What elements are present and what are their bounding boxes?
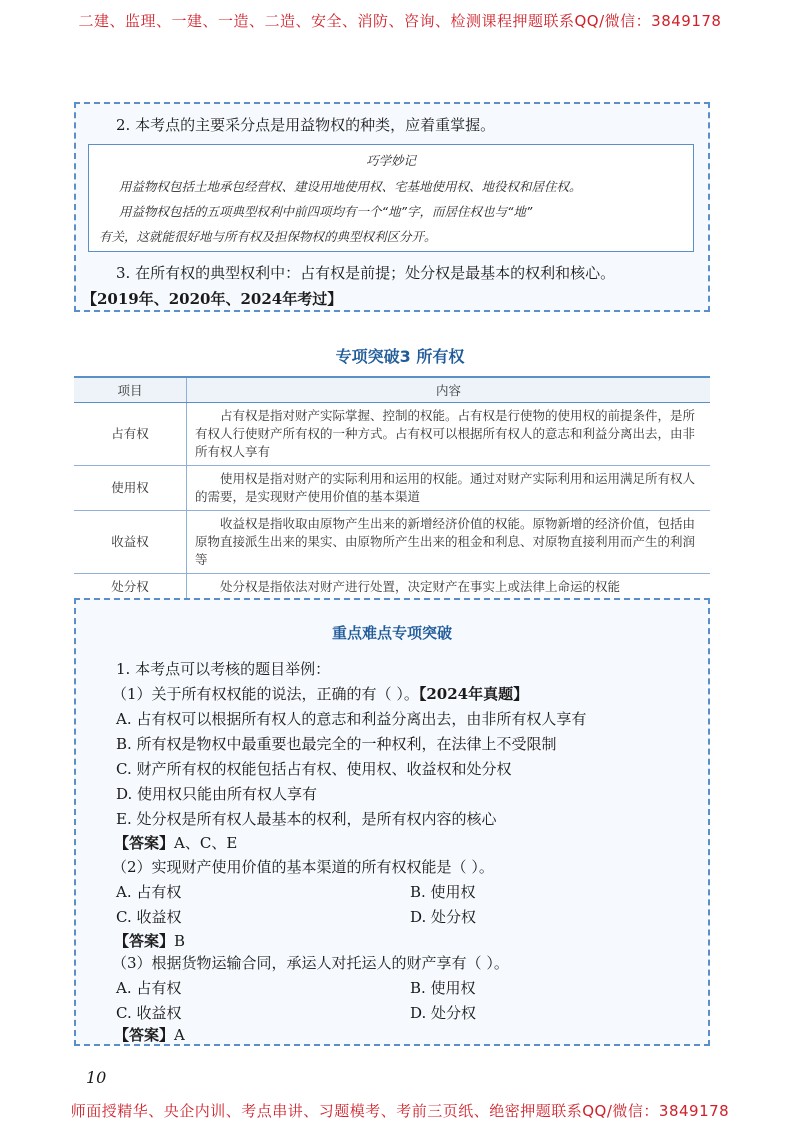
memory-tip-line: 有关，这就能很好地与所有权及担保物权的典型权利区分开。: [99, 229, 437, 244]
table-cell-content: 占有权是指对财产实际掌握、控制的权能。占有权是行使物的使用权的前提条件，是所有权人行使财产所有权的一种方式。占有权可以根据所有权人的意志和利益分离出去，由非所有权人享有: [187, 403, 711, 466]
answer-value: B: [174, 932, 186, 950]
question-3-option-b: B. 使用权: [410, 979, 476, 997]
table-cell-item: 占有权: [74, 403, 187, 466]
answer-label: 【答案】: [114, 1026, 175, 1044]
memory-tip-title: 巧学妙记: [365, 153, 416, 168]
answer-label: 【答案】: [114, 834, 175, 852]
table-row: [74, 466, 710, 511]
table-header-row: [74, 377, 710, 403]
question-2-answer: [114, 930, 185, 951]
question-1-stem-text: （1）关于所有权权能的说法，正确的有（ ）。: [112, 685, 419, 703]
real-exam-tag: 【2024年真题】: [418, 685, 529, 703]
point-2-text: 2. 本考点的主要采分点是用益物权的种类，应着重掌握。: [116, 116, 496, 134]
exam-years-tag: 【2019年、2020年、2024年考过】: [82, 290, 343, 308]
question-1-stem: [112, 683, 528, 704]
table-cell-content: 使用权是指对财产的实际利用和运用的权能。通过对财产实际利用和运用满足所有权人的需要，是实现财产使用价值的基本渠道: [187, 466, 711, 511]
question-3-stem: （3）根据货物运输合同，承运人对托运人的财产享有（ ）。: [112, 954, 509, 972]
key-points-box: [74, 102, 710, 312]
question-3-option-a: A. 占有权: [116, 979, 182, 997]
memory-tip-line: 用益物权包括的五项典型权利中前四项均有一个“地”字，而居住权也与“地”: [119, 204, 533, 219]
question-1-answer: [114, 832, 237, 853]
table-cell-item: 使用权: [74, 466, 187, 511]
table-header-content: 内容: [187, 377, 711, 403]
answer-value: A: [174, 1026, 185, 1044]
question-1-option-c: C. 财产所有权的权能包括占有权、使用权、收益权和处分权: [116, 760, 512, 778]
table-row: [74, 403, 710, 466]
question-2-option-a: A. 占有权: [116, 883, 182, 901]
point-3-text: 3. 在所有权的典型权利中：占有权是前提；处分权是最基本的权利和核心。: [116, 264, 616, 282]
table-row: [74, 511, 710, 574]
question-2-stem: （2）实现财产使用价值的基本渠道的所有权权能是（ ）。: [112, 858, 494, 876]
top-banner: 二建、监理、一建、一造、二造、安全、消防、咨询、检测课程押题联系QQ/微信：3849178: [78, 12, 722, 30]
practice-questions-box: [74, 598, 710, 1046]
practice-intro: 1. 本考点可以考核的题目举例：: [116, 660, 331, 678]
answer-label: 【答案】: [114, 932, 175, 950]
page-number: 10: [86, 1068, 107, 1087]
question-2-option-b: B. 使用权: [410, 883, 476, 901]
table-cell-content: 处分权是指依法对财产进行处置，决定财产在事实上或法律上命运的权能: [187, 574, 711, 602]
ownership-rights-table: [74, 376, 710, 602]
question-2-option-c: C. 收益权: [116, 908, 182, 926]
table-row: [74, 574, 710, 602]
question-1-option-a: A. 占有权可以根据所有权人的意志和利益分离出去，由非所有权人享有: [116, 710, 587, 728]
table-header-item: 项目: [74, 377, 187, 403]
question-3-option-c: C. 收益权: [116, 1004, 182, 1022]
table-cell-item: 处分权: [74, 574, 187, 602]
question-1-option-d: D. 使用权只能由所有权人享有: [116, 785, 318, 803]
practice-title: 重点难点专项突破: [331, 624, 452, 642]
memory-tip-line: 用益物权包括土地承包经营权、建设用地使用权、宅基地使用权、地役权和居住权。: [119, 179, 582, 194]
bottom-banner: 师面授精华、央企内训、考点串讲、习题模考、考前三页纸、绝密押题联系QQ/微信：3849178: [70, 1102, 730, 1120]
answer-value: A、C、E: [174, 834, 238, 852]
question-3-option-d: D. 处分权: [410, 1004, 477, 1022]
question-3-answer: [114, 1024, 185, 1045]
question-1-option-e: E. 处分权是所有权人最基本的权利，是所有权内容的核心: [116, 810, 497, 828]
memory-tip-box: [88, 144, 694, 252]
table-cell-item: 收益权: [74, 511, 187, 574]
question-2-option-d: D. 处分权: [410, 908, 477, 926]
table-cell-content: 收益权是指收取由原物产生出来的新增经济价值的权能。原物新增的经济价值，包括由原物直接派生出来的果实、由原物所产生出来的租金和利息、对原物直接利用而产生的利润等: [187, 511, 711, 574]
section-title: 专项突破3 所有权: [335, 347, 465, 366]
question-1-option-b: B. 所有权是物权中最重要也最完全的一种权利，在法律上不受限制: [116, 735, 557, 753]
